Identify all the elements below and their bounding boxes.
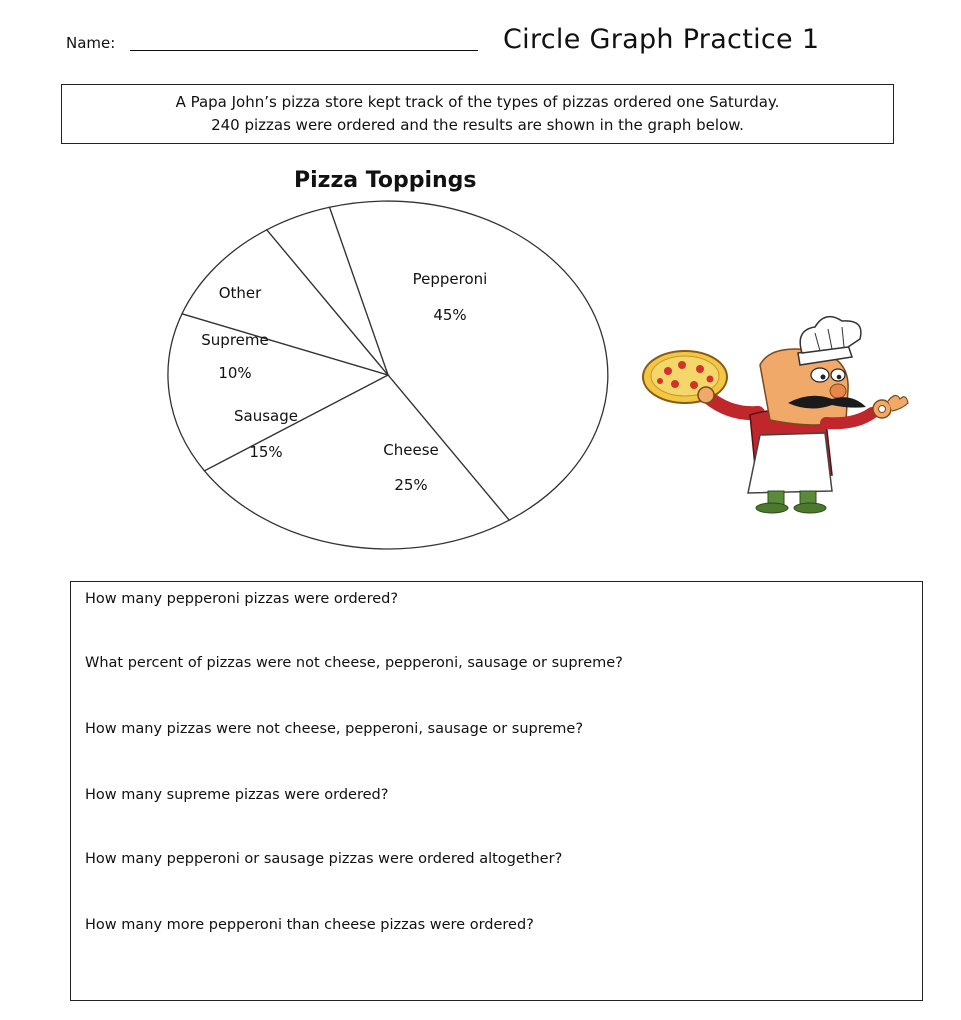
intro-line-2: 240 pizzas were ordered and the results are shown in the graph below.	[211, 116, 744, 134]
slice-value-pepperoni: 45%	[433, 306, 467, 324]
page-title: Circle Graph Practice 1	[503, 24, 820, 55]
slice-label-pepperoni: Pepperoni	[412, 270, 488, 288]
slice-value-sausage: 15%	[249, 443, 283, 461]
intro-line-1: A Papa John’s pizza store kept track of the types of pizzas ordered one Saturday.	[175, 93, 780, 111]
slice-label-supreme: Supreme	[201, 331, 269, 349]
slice-label-other: Other	[218, 284, 262, 302]
questions-box	[70, 581, 923, 1001]
name-label: Name:	[66, 34, 116, 52]
slice-value-supreme: 10%	[218, 364, 252, 382]
question-4: How many supreme pizzas were ordered?	[85, 787, 389, 803]
slice-label-sausage: Sausage	[234, 407, 298, 425]
intro-box	[61, 84, 894, 144]
question-2: What percent of pizzas were not cheese, pepperoni, sausage or supreme?	[85, 655, 623, 671]
question-1: How many pepperoni pizzas were ordered?	[85, 591, 399, 607]
pizza-chef-illustration	[620, 295, 920, 530]
slice-value-cheese: 25%	[394, 476, 428, 494]
question-5: How many pepperoni or sausage pizzas were ordered altogether?	[85, 851, 563, 867]
question-6: How many more pepperoni than cheese pizzas were ordered?	[85, 917, 534, 933]
name-blank-line[interactable]	[130, 50, 478, 51]
chart-title: Pizza Toppings	[294, 168, 477, 193]
slice-label-cheese: Cheese	[383, 441, 439, 459]
question-3: How many pizzas were not cheese, pepperoni, sausage or supreme?	[85, 721, 584, 737]
